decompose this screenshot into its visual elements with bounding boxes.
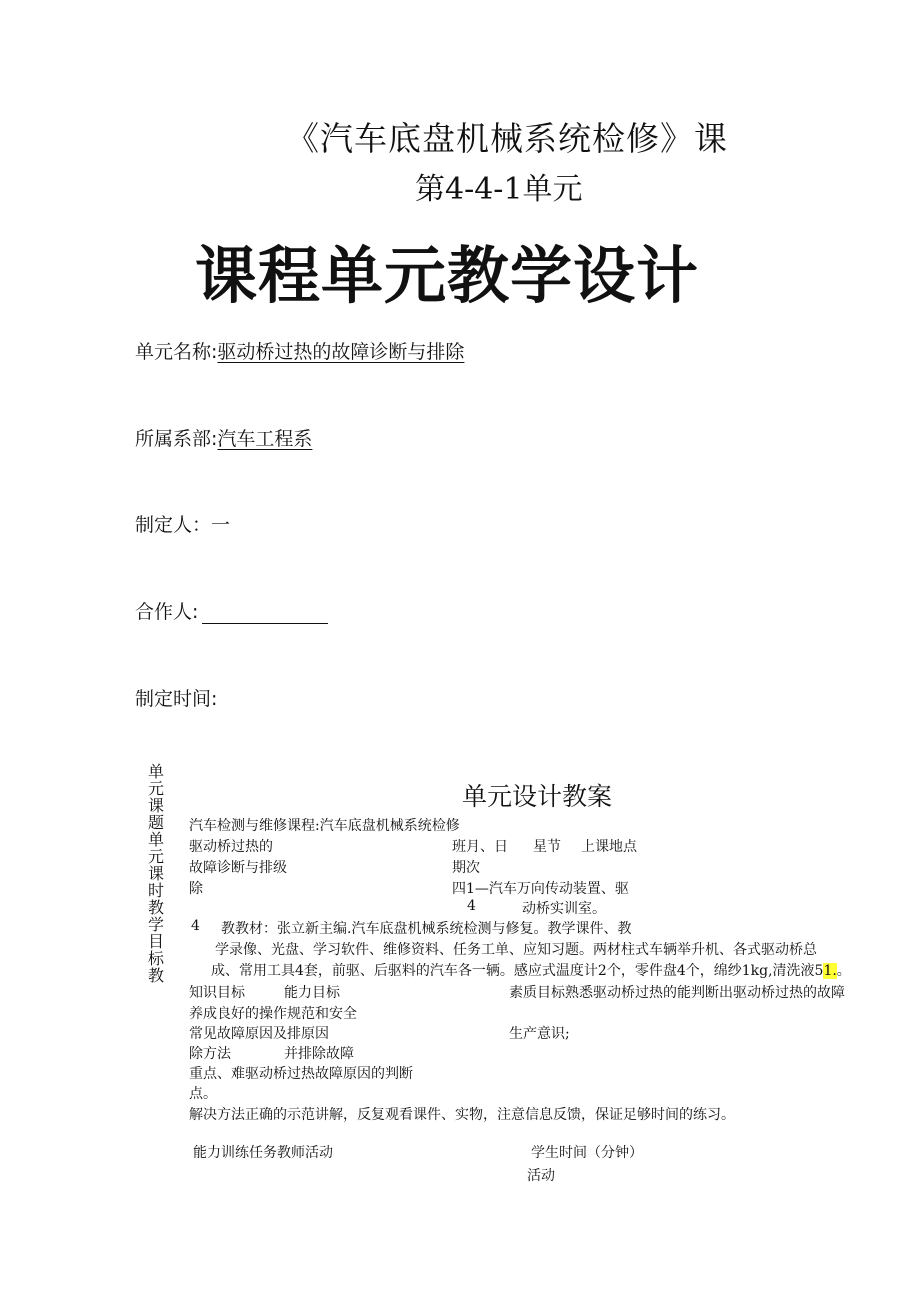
unit-name-row (135, 337, 464, 364)
author-label: 制定人： (135, 514, 212, 536)
table-header-activity: 活动 (527, 1168, 555, 1184)
materials-line-3-end: 。 (836, 963, 851, 979)
unit-name-label: 单元名称: (135, 341, 218, 363)
goal-line-3-right: 生产意识; (509, 1026, 570, 1042)
topic-line-3: 除 (189, 881, 203, 897)
collaborator-blank-line (202, 603, 328, 624)
goal-ability-label: 能力目标 (284, 985, 340, 1001)
date-label: 制定时间: (135, 688, 218, 710)
schedule-label-4: 期次 (452, 860, 480, 876)
date-row (135, 684, 217, 711)
solution-line: 解决方法正确的示范讲解，反复观看课件、实物，注意信息反馈，保证足够时间的练习。 (189, 1107, 735, 1123)
schedule-label-3: 上课地点 (581, 839, 637, 855)
topic-line-1: 驱动桥过热的 (189, 839, 273, 855)
collaborator-row (135, 597, 328, 624)
goal-line-3: 常见故障原因及排原因 (189, 1026, 329, 1042)
materials-line-2: 学录像、光盘、学习软件、维修资料、任务工单、应知习题。两材柱式车辆举升机、各式驱动桥总 (215, 942, 817, 958)
author-row (135, 510, 230, 537)
unit-number: 第4-4-1单元 (415, 172, 583, 207)
key-points-line-2: 点。 (189, 1086, 217, 1102)
goal-knowledge-label: 知识目标 (189, 985, 245, 1001)
highlighted-text: 1. (823, 963, 837, 979)
schedule-label-1: 班月、日 (452, 839, 508, 855)
place-line-1: 四1—汽车万向传动装置、驱 (452, 881, 629, 897)
class-hours-value: 4 (191, 918, 200, 934)
main-title: 课程单元教学设计 (195, 239, 700, 312)
key-points-line-1: 重点、难驱动桥过热故障原因的判断 (189, 1066, 413, 1082)
author-value: 一 (211, 514, 231, 536)
materials-line-3 (211, 960, 851, 980)
place-number: 4 (467, 898, 476, 914)
sheet-title: 单元设计教案 (462, 782, 613, 811)
topic-line-2: 故障诊断与排级 (189, 860, 287, 876)
unit-name-value: 驱动桥过热的故障诊断与排除 (217, 341, 465, 363)
goal-quality-line: 素质目标熟悉驱动桥过热的能判断出驱动桥过热的故障 (509, 985, 845, 1001)
course-title: 《汽车底盘机械系统检修》课 (286, 119, 728, 158)
department-row (135, 424, 312, 451)
table-header-tasks: 能力训练任务教师活动 (193, 1145, 333, 1161)
vertical-row-labels: 单元课题单元课时教学目标教 (147, 762, 164, 985)
course-line: 汽车检测与维修课程:汽车底盘机械系统检修 (189, 818, 460, 834)
place-line-2: 动桥实训室。 (522, 901, 606, 917)
materials-line-1: 教教材：张立新主编.汽车底盘机械系统检测与修复。教学课件、教 (221, 921, 632, 937)
goal-line-4: 除方法 (189, 1046, 231, 1062)
department-label: 所属系部: (135, 428, 218, 450)
goal-line-4-right: 并排除故障 (284, 1046, 354, 1062)
collaborator-label: 合作人: (135, 601, 199, 623)
goal-line-2: 养成良好的操作规范和安全 (189, 1006, 357, 1022)
materials-line-3-text: 成、常用工具4套，前驱、后驱料的汽车各一辆。感应式温度计2个，零件盘4个，绵纱1kg,清洗液5 (211, 963, 824, 979)
schedule-label-2: 星节 (533, 839, 561, 855)
table-header-student-time: 学生时间（分钟） (531, 1145, 643, 1161)
department-value: 汽车工程系 (217, 428, 313, 450)
